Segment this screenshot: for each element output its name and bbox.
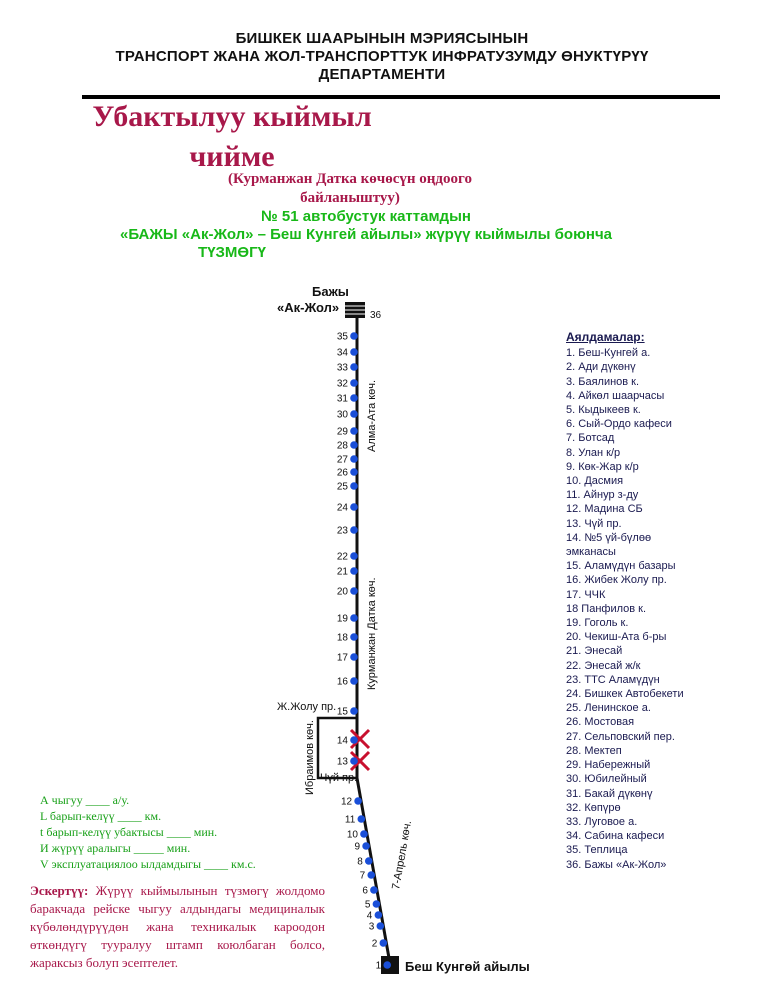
stop-dot-18: [350, 633, 358, 641]
legend-item: 23. ТТС Аламүдүн: [566, 673, 660, 686]
street-kurmanjan: Курманжан Датка көч.: [366, 577, 378, 690]
street-ibraimov: Ибраимов көч.: [304, 720, 316, 795]
route-line-3: ТҮЗМӨГҮ: [198, 244, 266, 261]
legend-item: 26. Мостовая: [566, 716, 635, 729]
legend-item: 13. Чүй пр.: [566, 517, 622, 530]
stop-dot-8: [365, 857, 373, 865]
stop-dot-11: [357, 815, 365, 823]
legend-item: 11. Айнур з-ду: [566, 489, 639, 502]
legend-item: 8. Улан к/р: [566, 446, 621, 459]
stop-number-8: 8: [357, 856, 363, 868]
stop-number-16: 16: [336, 676, 348, 688]
param-a: А чыгуу ____ а/у.: [40, 793, 130, 807]
stop-dot-31: [350, 394, 358, 402]
header-line-3: ДЕПАРТАМЕНТИ: [318, 66, 446, 83]
legend-item: 28. Мектеп: [566, 744, 622, 757]
stop-dot-15: [350, 707, 358, 715]
legend-item: 35. Теплица: [566, 844, 628, 857]
route-line-1: № 51 автобустук каттамдын: [261, 208, 471, 225]
legend-item: 6. Сый-Ордо кафеси: [566, 418, 672, 431]
legend-item: 3. Баялинов к.: [566, 375, 640, 388]
param-i: И жүрүү аралыгы _____ мин.: [40, 841, 191, 855]
stop-dot-22: [350, 552, 358, 560]
stop-dot-2: [380, 939, 388, 947]
stop-dot-17: [350, 653, 358, 661]
stop-dot-32: [350, 379, 358, 387]
stop-dot-25: [350, 482, 358, 490]
stop-dot-5: [373, 900, 381, 908]
stop-number-20: 20: [336, 586, 348, 598]
legend-item: 19. Гоголь к.: [566, 617, 629, 630]
legend-item: 2. Ади дүкөнү: [566, 361, 636, 374]
stop-dot-10: [360, 830, 368, 838]
legend-item: 29. Набережный: [566, 759, 651, 772]
legend-item: 20. Чекиш-Ата б-ры: [566, 631, 667, 644]
stop-number-14: 14: [336, 735, 348, 747]
end-label: Беш Кунгөй айылы: [405, 959, 530, 974]
stop-number-22: 22: [336, 551, 348, 563]
legend-item: 32. Көпүрө: [566, 801, 621, 814]
stop-number-32: 32: [336, 378, 348, 390]
legend-item: 27. Сельповский пер.: [566, 730, 675, 743]
stop-dot-16: [350, 677, 358, 685]
stop-dot-30: [350, 410, 358, 418]
header-line-2: ТРАНСПОРТ ЖАНА ЖОЛ-ТРАНСПОРТТУК ИНФРАТУЗУМДУ ӨНУКТҮРҮҮ: [115, 48, 649, 65]
legend-item: 16. Жибек Жолу пр.: [566, 574, 667, 587]
stop-dot-33: [350, 363, 358, 371]
legend-item: 9. Көк-Жар к/р: [566, 460, 639, 473]
legend-item: 14. №5 үй-бүлөө: [566, 531, 652, 544]
legend-item: 5. Кыдыкеев к.: [566, 404, 641, 417]
stop-dot-21: [350, 567, 358, 575]
legend-item: 18 Панфилов к.: [566, 602, 647, 615]
stop-number-33: 33: [336, 362, 348, 374]
start-label-1: Бажы: [312, 284, 349, 299]
legend-item: 22. Энесай ж/к: [566, 659, 641, 672]
stop-number-3: 3: [368, 921, 375, 933]
title-line-1: Убактылуу кыймыл: [92, 100, 372, 133]
stop-dot-14: [350, 736, 358, 744]
legend-item: 36. Бажы «Ак-Жол»: [566, 858, 667, 871]
legend-item: 7. Ботсад: [566, 432, 615, 445]
header-line-1: БИШКЕК ШААРЫНЫН МЭРИЯСЫНЫН: [235, 30, 529, 47]
legend-item: 1. Беш-Кунгей а.: [566, 347, 651, 360]
stop-dot-19: [350, 614, 358, 622]
start-label-2: «Ак-Жол»: [277, 300, 340, 315]
legend-item: 25. Ленинское а.: [566, 702, 651, 715]
stop-number-6: 6: [362, 885, 368, 897]
stop-dot-12: [354, 797, 362, 805]
stop-number-35: 35: [336, 331, 348, 343]
stop-number-34: 34: [336, 347, 348, 359]
stop-dot-26: [350, 468, 358, 476]
stop-number-17: 17: [336, 652, 348, 664]
stop-dot-6: [370, 886, 378, 894]
legend-item: 34. Сабина кафеси: [566, 830, 665, 843]
note-text: Жүрүү кыймылынын түзмөгү жолдомо баракчада рейске чыгуу алдындагы медициналык күбөлөндүрүүдөн жана техникалык кароодон өткөндүгү тууралуу штамп коюлбаган болсо, жараксыз болуп эсептелет.: [30, 883, 325, 970]
stop-number-30: 30: [336, 409, 348, 421]
note-label: Эскертүү:: [30, 883, 89, 898]
legend-item: эмканасы: [566, 546, 616, 559]
legend-item: 30. Юбилейный: [566, 773, 647, 786]
stop-number-24: 24: [336, 502, 348, 514]
legend-title: Аялдамалар:: [566, 330, 645, 344]
stop-dot-29: [350, 427, 358, 435]
param-v: V эксплуатациялоо ылдамдыгы ____ км.с.: [40, 857, 256, 871]
legend-item: 12. Мадина СБ: [566, 503, 643, 516]
stops-layer: [337, 310, 391, 972]
stops-legend: [566, 330, 756, 872]
stop-dot-28: [350, 441, 358, 449]
stop-number-5: 5: [364, 899, 371, 911]
stop-number-19: 19: [336, 613, 348, 625]
stop-dot-4: [375, 911, 383, 919]
legend-item: 10. Дасмия: [566, 475, 624, 488]
street-april7: 7-Апрель көч.: [390, 819, 415, 891]
note-block: [30, 882, 325, 972]
stop-dot-13: [350, 757, 358, 765]
stop-dot-34: [350, 348, 358, 356]
stop-number-26: 26: [336, 467, 348, 479]
stop-dot-27: [350, 455, 358, 463]
street-jibek-jolu: Ж.Жолу пр.: [277, 701, 337, 713]
stop-dot-1: [383, 961, 391, 969]
legend-item: 24. Бишкек Автобекети: [566, 688, 684, 701]
title-line-2: чийме: [189, 140, 275, 173]
stop-dot-20: [350, 587, 358, 595]
stop-number-12: 12: [340, 796, 353, 808]
stop-number-36: 36: [370, 310, 382, 321]
route-line-2: «БАЖЫ «Ак-Жол» – Беш Кунгей айылы» жүрүү кыймылы боюнча: [119, 226, 612, 243]
param-t: t барып-келүү убактысы ____ мин.: [40, 825, 218, 839]
stop-number-7: 7: [359, 870, 366, 882]
stop-number-29: 29: [336, 426, 348, 438]
stop-number-18: 18: [336, 632, 348, 644]
stop-number-9: 9: [354, 841, 361, 853]
stop-number-2: 2: [371, 938, 378, 950]
legend-item: 21. Энесай: [566, 645, 623, 658]
stop-number-11: 11: [344, 814, 356, 826]
legend-items: [566, 346, 756, 872]
subtitle-line-2: байланыштуу): [300, 190, 400, 206]
stop-number-27: 27: [336, 454, 348, 466]
street-alma-ata: Алма-Ата көч.: [366, 380, 378, 452]
stop-dot-9: [362, 842, 370, 850]
legend-item: 4. Айкөл шаарчасы: [566, 389, 665, 402]
stop-dot-7: [367, 871, 375, 879]
stop-number-10: 10: [346, 829, 358, 841]
stop-number-4: 4: [366, 910, 373, 922]
stop-number-23: 23: [336, 525, 348, 537]
stop-number-31: 31: [336, 393, 348, 405]
stop-dot-24: [350, 503, 358, 511]
legend-item: 33. Луговое а.: [566, 815, 638, 828]
stop-number-1: 1: [375, 960, 382, 972]
subtitle-line-1: (Курманжан Датка көчөсүн оңдоого: [228, 171, 472, 187]
stop-dot-23: [350, 526, 358, 534]
stop-number-28: 28: [336, 440, 348, 452]
stop-dot-35: [350, 332, 358, 340]
stop-number-13: 13: [336, 756, 348, 768]
stop-number-21: 21: [336, 566, 348, 578]
legend-item: 17. ЧЧК: [566, 588, 606, 601]
street-chui: Чүй пр.: [320, 772, 358, 784]
stop-number-25: 25: [336, 481, 348, 493]
param-l: L барып-келүү ____ км.: [40, 809, 162, 823]
route-parameters: [40, 792, 256, 872]
legend-item: 15. Аламүдүн базары: [566, 560, 676, 573]
stop-dot-3: [377, 922, 385, 930]
legend-item: 31. Бакай дүкөнү: [566, 787, 653, 800]
stop-number-15: 15: [336, 706, 348, 718]
